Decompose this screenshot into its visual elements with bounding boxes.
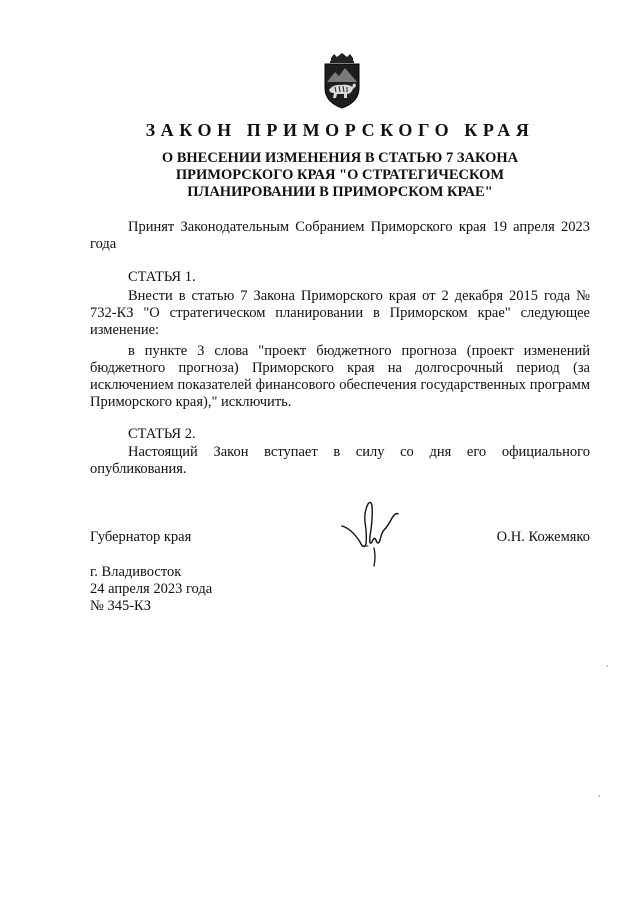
handwritten-signature — [338, 496, 418, 568]
law-subtitle — [100, 150, 580, 201]
document-footer — [90, 564, 212, 615]
article-1-heading: СТАТЬЯ 1. — [128, 269, 196, 285]
article-1-paragraph-2: в пункте 3 слова "проект бюджетного прогноза (проект изменений бюджетного прогноза) Приморского края на долгосрочный период (за исключением показателей финансового обеспечения государственных программ Приморского края)," исключить. — [90, 343, 590, 410]
footer-date: 24 апреля 2023 года — [90, 581, 213, 597]
subtitle-line: О ВНЕСЕНИИ ИЗМЕНЕНИЯ В СТАТЬЮ 7 ЗАКОНА — [161, 150, 519, 166]
scan-speck — [598, 795, 600, 797]
signatory-position: Губернатор края — [90, 529, 192, 545]
subtitle-line: ПРИМОРСКОГО КРАЯ "О СТРАТЕГИЧЕСКОМ — [175, 167, 505, 183]
scan-speck — [606, 665, 608, 667]
law-title: ЗАКОН ПРИМОРСКОГО КРАЯ — [145, 120, 535, 140]
coat-of-arms-icon — [317, 52, 367, 110]
article-1-paragraph-1: Внести в статью 7 Закона Приморского края от 2 декабря 2015 года № 732-КЗ "О стратегическом планировании в Приморском крае" следующее изменение: — [90, 288, 590, 338]
article-2-heading: СТАТЬЯ 2. — [128, 426, 196, 442]
signatory-name: О.Н. Кожемяко — [496, 529, 590, 545]
footer-city: г. Владивосток — [90, 564, 182, 580]
footer-number: № 345-КЗ — [90, 598, 151, 614]
subtitle-line: ПЛАНИРОВАНИИ В ПРИМОРСКОМ КРАЕ" — [187, 184, 493, 200]
article-2-paragraph-1: Настоящий Закон вступает в силу со дня его официального опубликования. — [90, 444, 590, 477]
adoption-statement: Принят Законодательным Собранием Приморского края 19 апреля 2023 года — [90, 219, 590, 252]
